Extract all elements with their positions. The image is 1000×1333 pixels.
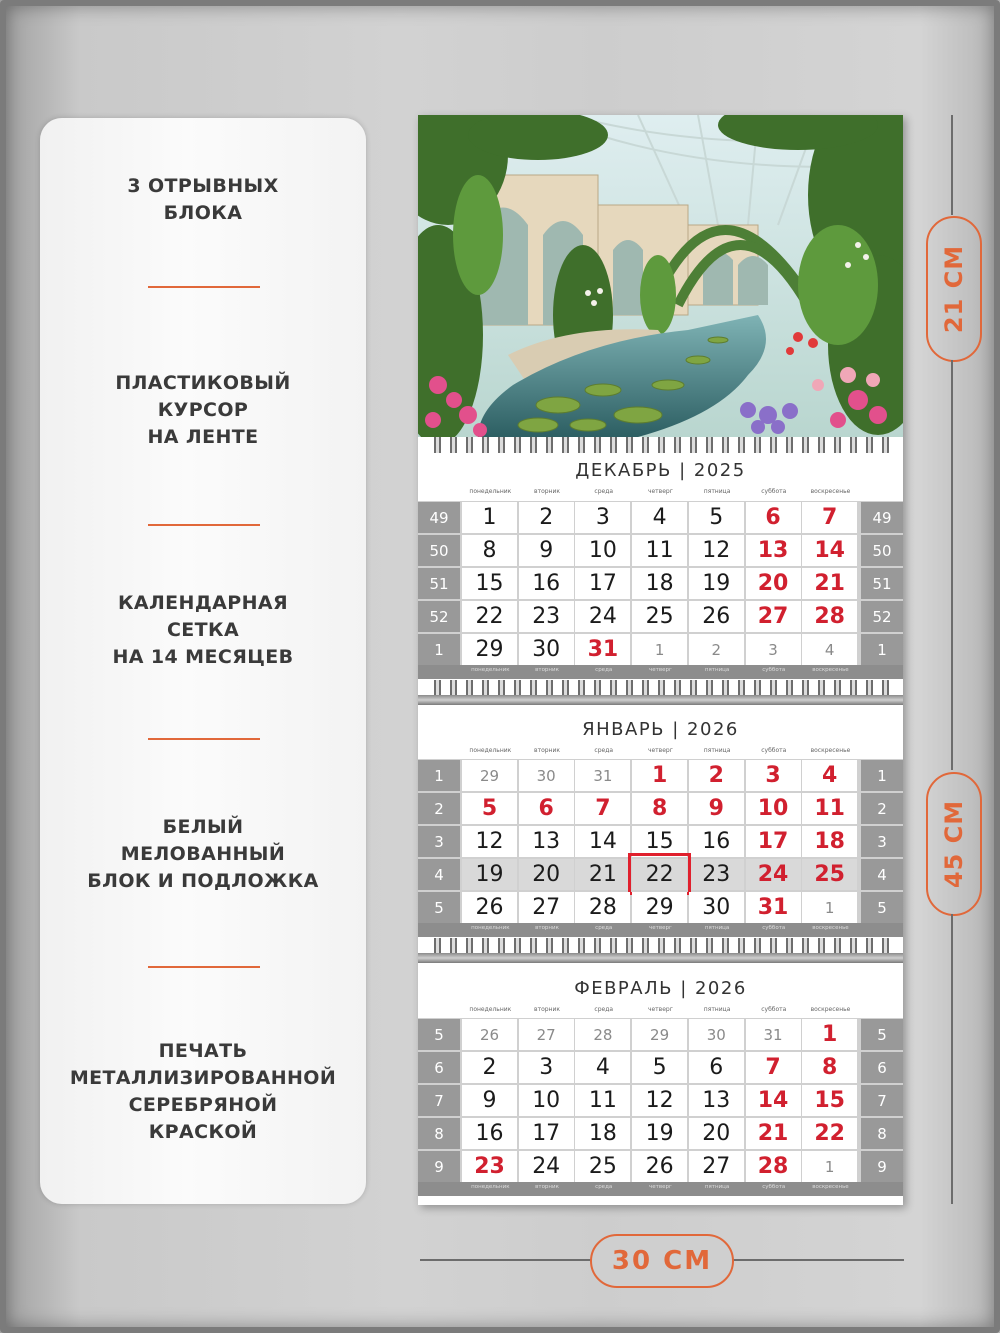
features-panel (40, 118, 366, 1204)
day-cell: 15 (462, 568, 517, 599)
dimension-line (951, 115, 953, 215)
week-number: 3 (861, 826, 903, 857)
day-cell: 12 (632, 1085, 687, 1116)
day-cell: 13 (746, 535, 801, 566)
month-title-december: ДЕКАБРЬ | 2025 (575, 460, 746, 481)
day-cell: 9 (462, 1085, 517, 1116)
day-cell: 10 (519, 1085, 574, 1116)
day-cell: 2 (519, 502, 574, 533)
day-cell: 3 (746, 760, 801, 791)
day-cell: 11 (802, 793, 857, 824)
week-number: 4 (861, 859, 903, 890)
week-number: 51 (418, 568, 460, 599)
day-cell: 25 (632, 601, 687, 632)
week-number: 9 (418, 1151, 460, 1182)
week-number: 5 (418, 892, 460, 923)
week-number: 52 (861, 601, 903, 632)
day-cell: 21 (746, 1118, 801, 1149)
day-cell: 6 (746, 502, 801, 533)
day-cell: 20 (519, 859, 574, 890)
day-cell: 26 (462, 1019, 517, 1050)
week-number: 1 (418, 760, 460, 791)
day-cell: 23 (689, 859, 744, 890)
day-cell: 9 (519, 535, 574, 566)
week-row (418, 1052, 903, 1085)
feature-white-paper: БЕЛЫЙ МЕЛОВАННЫЙ БЛОК И ПОДЛОЖКА (87, 816, 319, 892)
day-cell: 31 (746, 892, 801, 923)
week-row (418, 634, 903, 667)
day-cell: 1 (802, 1019, 857, 1050)
week-row (418, 793, 903, 826)
day-cell: 6 (519, 793, 574, 824)
day-cell: 26 (689, 601, 744, 632)
day-cell: 8 (632, 793, 687, 824)
week-row (418, 892, 903, 925)
day-cell: 10 (575, 535, 630, 566)
day-cell: 27 (746, 601, 801, 632)
divider (148, 524, 260, 526)
binding-bar (418, 695, 903, 705)
spiral-binding (430, 437, 890, 453)
day-cell: 31 (575, 634, 630, 665)
day-cell: 4 (802, 634, 857, 665)
week-number: 51 (861, 568, 903, 599)
week-row (418, 601, 903, 634)
day-cell: 3 (575, 502, 630, 533)
dimension-line (951, 360, 953, 770)
day-cell: 31 (575, 760, 630, 791)
day-cell: 6 (689, 1052, 744, 1083)
month-grid-february (418, 1018, 903, 1183)
month-title-january: ЯНВАРЬ | 2026 (582, 719, 739, 740)
week-row (418, 502, 903, 535)
day-cell: 29 (462, 760, 517, 791)
day-cell: 23 (462, 1151, 517, 1182)
day-cell: 27 (519, 1019, 574, 1050)
week-number: 49 (861, 502, 903, 533)
day-cell: 8 (802, 1052, 857, 1083)
day-cell: 11 (575, 1085, 630, 1116)
day-cell: 26 (462, 892, 517, 923)
greenhouse-garden-image (418, 115, 903, 437)
day-cell: 14 (802, 535, 857, 566)
day-cell: 22 (632, 859, 687, 890)
day-cell: 30 (689, 892, 744, 923)
day-cell: 1 (632, 760, 687, 791)
day-cell: 5 (462, 793, 517, 824)
feature-tear-off-blocks: 3 ОТРЫВНЫХ БЛОКА (127, 175, 279, 224)
day-cell: 1 (632, 634, 687, 665)
dimension-badge-21cm: 21 СМ (926, 216, 982, 362)
day-cell: 27 (689, 1151, 744, 1182)
day-cell: 15 (632, 826, 687, 857)
day-cell: 21 (575, 859, 630, 890)
week-number: 9 (861, 1151, 903, 1182)
day-cell: 28 (802, 601, 857, 632)
week-number: 7 (861, 1085, 903, 1116)
day-cell: 19 (689, 568, 744, 599)
day-cell: 18 (575, 1118, 630, 1149)
week-number: 3 (418, 826, 460, 857)
day-cell: 17 (746, 826, 801, 857)
week-number: 4 (418, 859, 460, 890)
week-number: 2 (418, 793, 460, 824)
day-cell: 1 (462, 502, 517, 533)
day-cell: 28 (575, 1019, 630, 1050)
day-cell: 23 (519, 601, 574, 632)
day-cell: 2 (689, 634, 744, 665)
day-cell: 19 (632, 1118, 687, 1149)
feature-plastic-cursor: ПЛАСТИКОВЫЙ КУРСОР НА ЛЕНТЕ (115, 372, 291, 448)
day-cell: 2 (462, 1052, 517, 1083)
day-cell: 29 (632, 1019, 687, 1050)
week-number: 1 (861, 760, 903, 791)
week-row (418, 535, 903, 568)
week-row (418, 760, 903, 793)
divider (148, 738, 260, 740)
day-cell: 16 (519, 568, 574, 599)
week-number: 1 (861, 634, 903, 665)
day-cell: 14 (746, 1085, 801, 1116)
weekday-header: понедельник вторник среда четверг пятница суббота воскресенье (469, 747, 851, 754)
day-cell: 10 (746, 793, 801, 824)
day-cell: 30 (519, 760, 574, 791)
day-cell: 24 (746, 859, 801, 890)
week-number: 50 (861, 535, 903, 566)
week-number: 2 (861, 793, 903, 824)
day-cell: 2 (689, 760, 744, 791)
week-number: 1 (418, 634, 460, 665)
day-cell: 8 (462, 535, 517, 566)
feature-calendar-grid: КАЛЕНДАРНАЯ СЕТКА НА 14 МЕСЯЦЕВ (112, 592, 294, 668)
current-day-cursor[interactable] (628, 853, 691, 895)
day-cell: 1 (802, 1151, 857, 1182)
spiral-binding (430, 680, 890, 696)
spiral-binding (430, 938, 890, 954)
week-row (418, 1085, 903, 1118)
day-cell: 9 (689, 793, 744, 824)
day-cell: 19 (462, 859, 517, 890)
weekday-footer: понедельник вторник среда четверг пятница суббота воскресенье (418, 1182, 903, 1196)
feature-silver-print: ПЕЧАТЬ МЕТАЛЛИЗИРОВАННОЙ СЕРЕБРЯНОЙ КРАСКОЙ (69, 1040, 337, 1143)
weekday-footer: понедельник вторник среда четверг пятница суббота воскресенье (418, 923, 903, 937)
day-cell: 25 (575, 1151, 630, 1182)
day-cell: 14 (575, 826, 630, 857)
week-number: 50 (418, 535, 460, 566)
day-cell: 27 (519, 892, 574, 923)
day-cell: 28 (575, 892, 630, 923)
day-cell: 15 (802, 1085, 857, 1116)
day-cell: 4 (802, 760, 857, 791)
week-number: 6 (861, 1052, 903, 1083)
day-cell: 28 (746, 1151, 801, 1182)
day-cell: 5 (632, 1052, 687, 1083)
week-number: 5 (418, 1019, 460, 1050)
day-cell: 5 (689, 502, 744, 533)
day-cell: 21 (802, 568, 857, 599)
day-cell: 7 (746, 1052, 801, 1083)
divider (148, 966, 260, 968)
dimension-badge-45cm: 45 СМ (926, 772, 982, 916)
wall-calendar (418, 115, 903, 1205)
day-cell: 3 (746, 634, 801, 665)
week-number: 6 (418, 1052, 460, 1083)
day-cell: 20 (746, 568, 801, 599)
dimension-line (951, 914, 953, 1204)
day-cell: 30 (519, 634, 574, 665)
dimension-badge-30cm: 30 СМ (590, 1234, 734, 1288)
day-cell: 12 (462, 826, 517, 857)
week-number: 5 (861, 1019, 903, 1050)
day-cell: 16 (462, 1118, 517, 1149)
day-cell: 26 (632, 1151, 687, 1182)
week-row (418, 1118, 903, 1151)
week-number: 7 (418, 1085, 460, 1116)
day-cell: 30 (689, 1019, 744, 1050)
day-cell: 17 (575, 568, 630, 599)
day-cell: 7 (575, 793, 630, 824)
week-number: 8 (418, 1118, 460, 1149)
day-cell: 25 (802, 859, 857, 890)
week-row (418, 1019, 903, 1052)
week-number: 8 (861, 1118, 903, 1149)
month-grid-january (418, 759, 903, 924)
day-cell: 20 (689, 1118, 744, 1149)
day-cell: 22 (802, 1118, 857, 1149)
divider (148, 286, 260, 288)
day-cell: 13 (689, 1085, 744, 1116)
day-cell: 17 (519, 1118, 574, 1149)
day-cell: 12 (689, 535, 744, 566)
week-row (418, 568, 903, 601)
day-cell: 16 (689, 826, 744, 857)
day-cell: 3 (519, 1052, 574, 1083)
weekday-header: понедельник вторник среда четверг пятница суббота воскресенье (469, 488, 851, 495)
day-cell: 18 (802, 826, 857, 857)
day-cell: 24 (575, 601, 630, 632)
week-row (418, 859, 903, 892)
weekday-header: понедельник вторник среда четверг пятница суббота воскресенье (469, 1006, 851, 1013)
day-cell: 11 (632, 535, 687, 566)
day-cell: 24 (519, 1151, 574, 1182)
week-row (418, 1151, 903, 1184)
week-number: 5 (861, 892, 903, 923)
day-cell: 31 (746, 1019, 801, 1050)
day-cell: 13 (519, 826, 574, 857)
weekday-footer: понедельник вторник среда четверг пятница суббота воскресенье (418, 665, 903, 679)
day-cell: 7 (802, 502, 857, 533)
day-cell: 4 (632, 502, 687, 533)
day-cell: 29 (462, 634, 517, 665)
week-number: 52 (418, 601, 460, 632)
day-cell: 29 (632, 892, 687, 923)
month-title-february: ФЕВРАЛЬ | 2026 (574, 978, 747, 999)
month-grid-december (418, 501, 903, 666)
day-cell: 4 (575, 1052, 630, 1083)
binding-bar (418, 953, 903, 963)
day-cell: 22 (462, 601, 517, 632)
day-cell: 18 (632, 568, 687, 599)
week-number: 49 (418, 502, 460, 533)
day-cell: 1 (802, 892, 857, 923)
